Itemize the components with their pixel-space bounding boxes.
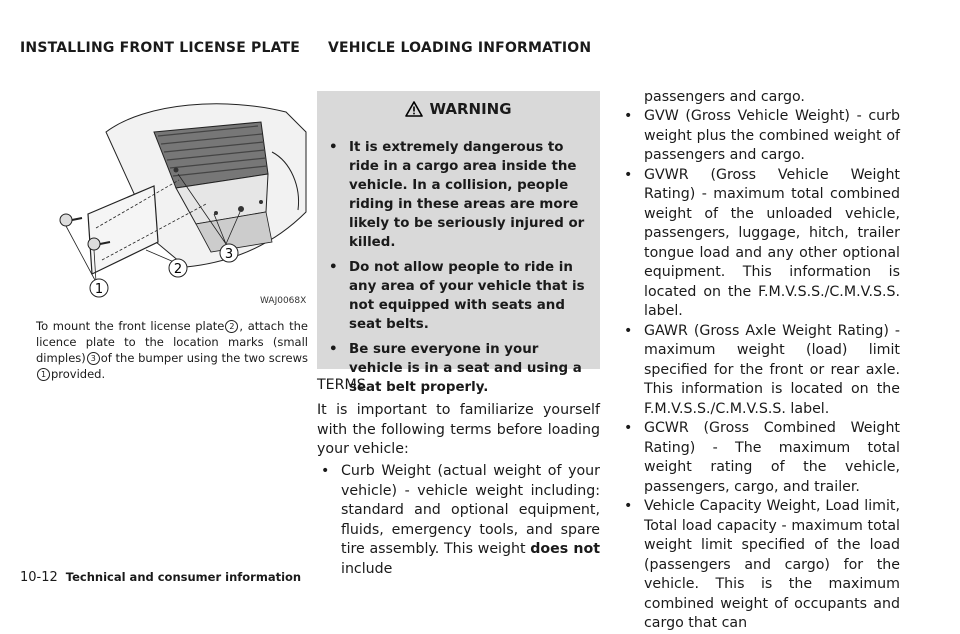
list-item-capacity: • Vehicle Capacity Weight, Load limit, Total load capacity - maximum total weight limit specified of the load (passengers and cargo) for the vehicle. This is the maximum combined weight of occupants and cargo that can [620,497,900,634]
warning-item: • Be sure everyone in your vehicle is in a seat and using a seat belt properly. [327,340,593,397]
callout-1: 1 [94,282,104,297]
warning-item: • It is extremely dangerous to ride in a cargo area inside the vehicle. In a collision, people riding in these areas are more likely to be seriously injured or killed. [327,138,593,252]
callout-2: 2 [173,262,183,277]
warning-item: • Do not allow people to ride in any area of your vehicle that is not equipped with seats and seat belts. [327,258,593,334]
terms-list [317,462,600,579]
list-item-gawr: • GAWR (Gross Axle Weight Rating) - maximum weight (load) limit specified for the front or rear axle. This information is located on the F.M.V.S.S./C.M.V.S.S. label. [620,322,900,420]
terms-intro: It is important to familiarize yourself with the following terms before loading your vehicle: [317,402,600,457]
page-number: 10-12 [20,570,58,585]
list-item-gvwr: • GVWR (Gross Vehicle Weight Rating) - maximum total combined weight of the unloaded vehicle, passengers, luggage, hitch, trailer tongue load and any other optional equipment. This information is located on the F.M.V.S.S./C.M.V.S.S. label. [620,166,900,322]
terms-heading: TERMS [317,377,366,393]
section-name: Technical and consumer information [65,570,302,584]
warning-icon [405,101,423,117]
callout-3-inline: 3 [87,352,100,365]
section-title-license-plate: INSTALLING FRONT LICENSE PLATE [20,40,301,56]
page-footer [20,570,301,585]
warning-list [327,138,593,403]
terms-list-right [620,107,900,634]
section-title-vehicle-loading: VEHICLE LOADING INFORMATION [328,40,592,56]
list-item-gvw: • GVW (Gross Vehicle Weight) - curb weight plus the combined weight of passengers and cargo. [620,107,900,166]
license-plate-illustration [36,92,308,312]
callout-3: 3 [224,247,234,262]
list-item-curb-weight: • Curb Weight (actual weight of your vehicle) - vehicle weight including: standard and optional equipment, fluids, emergency tools, and spare tire assembly. This weight does not include [317,462,600,579]
callout-2-inline: 2 [225,320,238,333]
warning-title: WARNING [317,100,600,118]
figure-caption: To mount the front license plate 2 , attach the licence plate to the location marks (small dimples) 3 of the bumper using the two screws1 provided. [36,319,308,381]
callout-1-inline: 1 [37,368,50,381]
list-item-gcwr: • GCWR (Gross Combined Weight Rating) - The maximum total weight rating of the vehicle, passengers, cargo, and trailer. [620,419,900,497]
figure-code: WAJ0068X [260,296,307,306]
continuation-text: passengers and cargo. [644,89,805,105]
